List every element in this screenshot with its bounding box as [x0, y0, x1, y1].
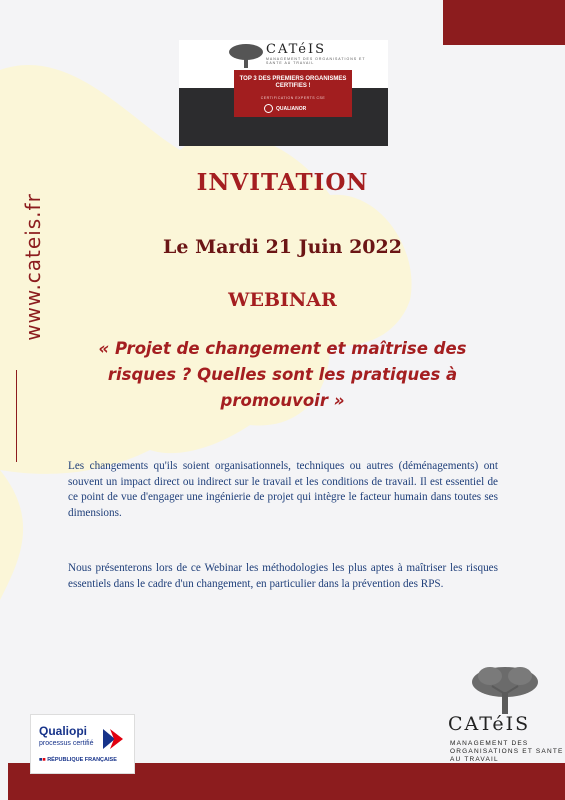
banner-partner-name: QUALIANOR	[276, 105, 307, 112]
side-divider	[16, 370, 17, 462]
tree-logo-icon	[470, 664, 540, 716]
banner-brand-tagline: MANAGEMENT DES ORGANISATIONS ET SANTE AU TRAVAIL	[266, 57, 366, 65]
qualiopi-country: ■■ RÉPUBLIQUE FRANÇAISE	[39, 757, 117, 763]
partner-logo-icon	[264, 104, 273, 113]
webinar-subject: « Projet de changement et maîtrise des risques ? Quelles sont les pratiques à promouvoir »	[98, 339, 467, 410]
footer-brand-name: CATéIS	[448, 713, 531, 735]
description-paragraph-1: Les changements qu'ils soient organisationnels, techniques ou autres (déménagements) ont souvent un impact direct ou indirect sur le travail et les conditions de travail. Il est essentiel de ce point de vue d'engager une ingénierie de projet qui intègre le facteur humain dans toutes ses dimensions.	[68, 460, 498, 519]
footer-brand-logo	[440, 660, 565, 764]
event-date: Le Mardi 21 Juin 2022	[163, 236, 402, 258]
qualiopi-country-text: RÉPUBLIQUE FRANÇAISE	[47, 757, 117, 763]
event-type: WEBINAR	[228, 289, 337, 311]
description-paragraph-2: Nous présenterons lors de ce Webinar les méthodologies les plus aptes à maîtriser les risques essentiels dans le cadre d'un changement, en particulier dans la prévention des RPS.	[68, 562, 498, 590]
qualiopi-name: Qualiopi	[39, 724, 87, 738]
banner-brand	[266, 42, 384, 65]
footer-brand-tagline: MANAGEMENT DES ORGANISATIONS ET SANTE AU TRAVAIL	[450, 740, 564, 763]
banner-partner	[264, 104, 324, 113]
certification-banner	[179, 40, 388, 146]
banner-brand-name: CATéIS	[266, 42, 327, 57]
tree-logo-icon	[228, 43, 264, 69]
qualiopi-arrow-icon	[103, 729, 123, 749]
qualiopi-badge	[30, 714, 135, 774]
qualiopi-subtitle: processus certifié	[39, 740, 94, 747]
top-accent-bar	[443, 0, 565, 45]
banner-red-panel	[234, 70, 352, 117]
invitation-title: INVITATION	[196, 169, 369, 196]
banner-certification: CERTIFICATION EXPERTS CSE	[260, 96, 326, 100]
side-website-url[interactable]: www.cateis.fr	[21, 193, 45, 341]
banner-headline: TOP 3 DES PREMIERS ORGANISMES CERTIFIES !	[239, 76, 347, 89]
